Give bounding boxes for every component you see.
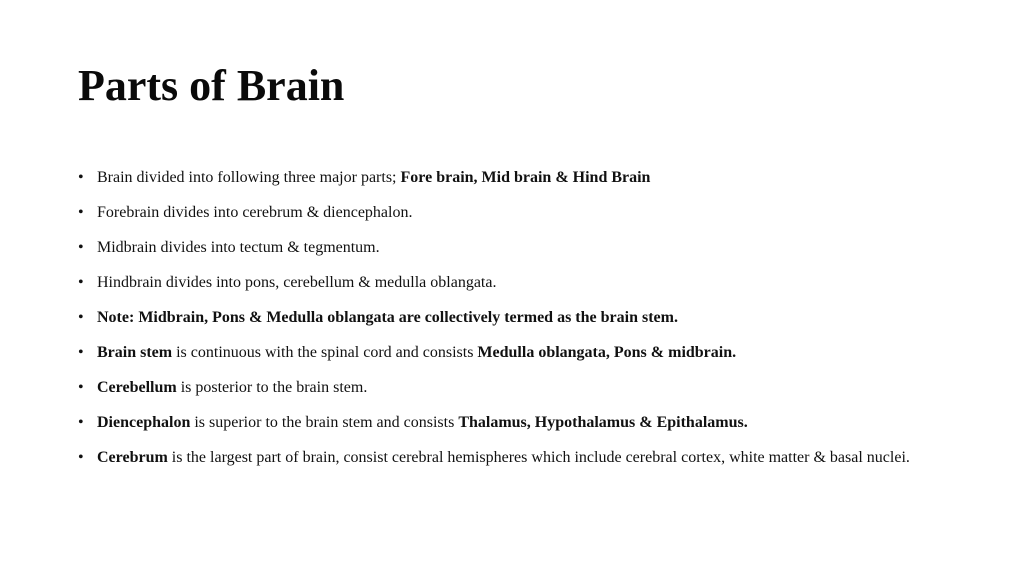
bullet-text: is superior to the brain stem and consists bbox=[190, 414, 459, 431]
bullet-text: Forebrain divides into cerebrum & diencephalon. bbox=[97, 204, 413, 221]
bullet-item-note bbox=[78, 300, 948, 335]
bullet-text: Midbrain divides into tectum & tegmentum. bbox=[97, 239, 380, 256]
bullet-text: Brain divided into following three major parts; bbox=[97, 169, 401, 186]
bullet-bold-text: Cerebellum bbox=[97, 379, 177, 396]
bullet-item bbox=[78, 405, 948, 440]
bullet-item bbox=[78, 265, 948, 300]
bullet-bold-text: Cerebrum bbox=[97, 449, 168, 466]
slide-title: Parts of Brain bbox=[78, 61, 345, 110]
bullet-item bbox=[78, 440, 948, 475]
bullet-bold-text: Brain stem bbox=[97, 344, 173, 361]
bullet-item bbox=[78, 230, 948, 265]
bullet-bold-text: Medulla oblangata, Pons & midbrain. bbox=[477, 344, 737, 361]
bullet-bold-text: Note: Midbrain, Pons & Medulla oblangata are collectively termed as the brain stem. bbox=[97, 309, 678, 326]
bullet-bold-text: Thalamus, Hypothalamus & Epithalamus. bbox=[458, 414, 748, 431]
bullet-item bbox=[78, 160, 948, 195]
bullet-item bbox=[78, 335, 948, 370]
bullet-text: is posterior to the brain stem. bbox=[176, 379, 368, 396]
bullet-text: is continuous with the spinal cord and consists bbox=[172, 344, 478, 361]
bullet-bold-text: Diencephalon bbox=[97, 414, 191, 431]
bullet-list bbox=[78, 160, 948, 475]
bullet-text: is the largest part of brain, consist cerebral hemispheres which include cerebral cortex, white matter & basal nuclei. bbox=[167, 449, 910, 466]
bullet-bold-text: Fore brain, Mid brain & Hind Brain bbox=[400, 169, 651, 186]
bullet-item bbox=[78, 370, 948, 405]
bullet-item bbox=[78, 195, 948, 230]
bullet-text: Hindbrain divides into pons, cerebellum & medulla oblangata. bbox=[97, 274, 497, 291]
